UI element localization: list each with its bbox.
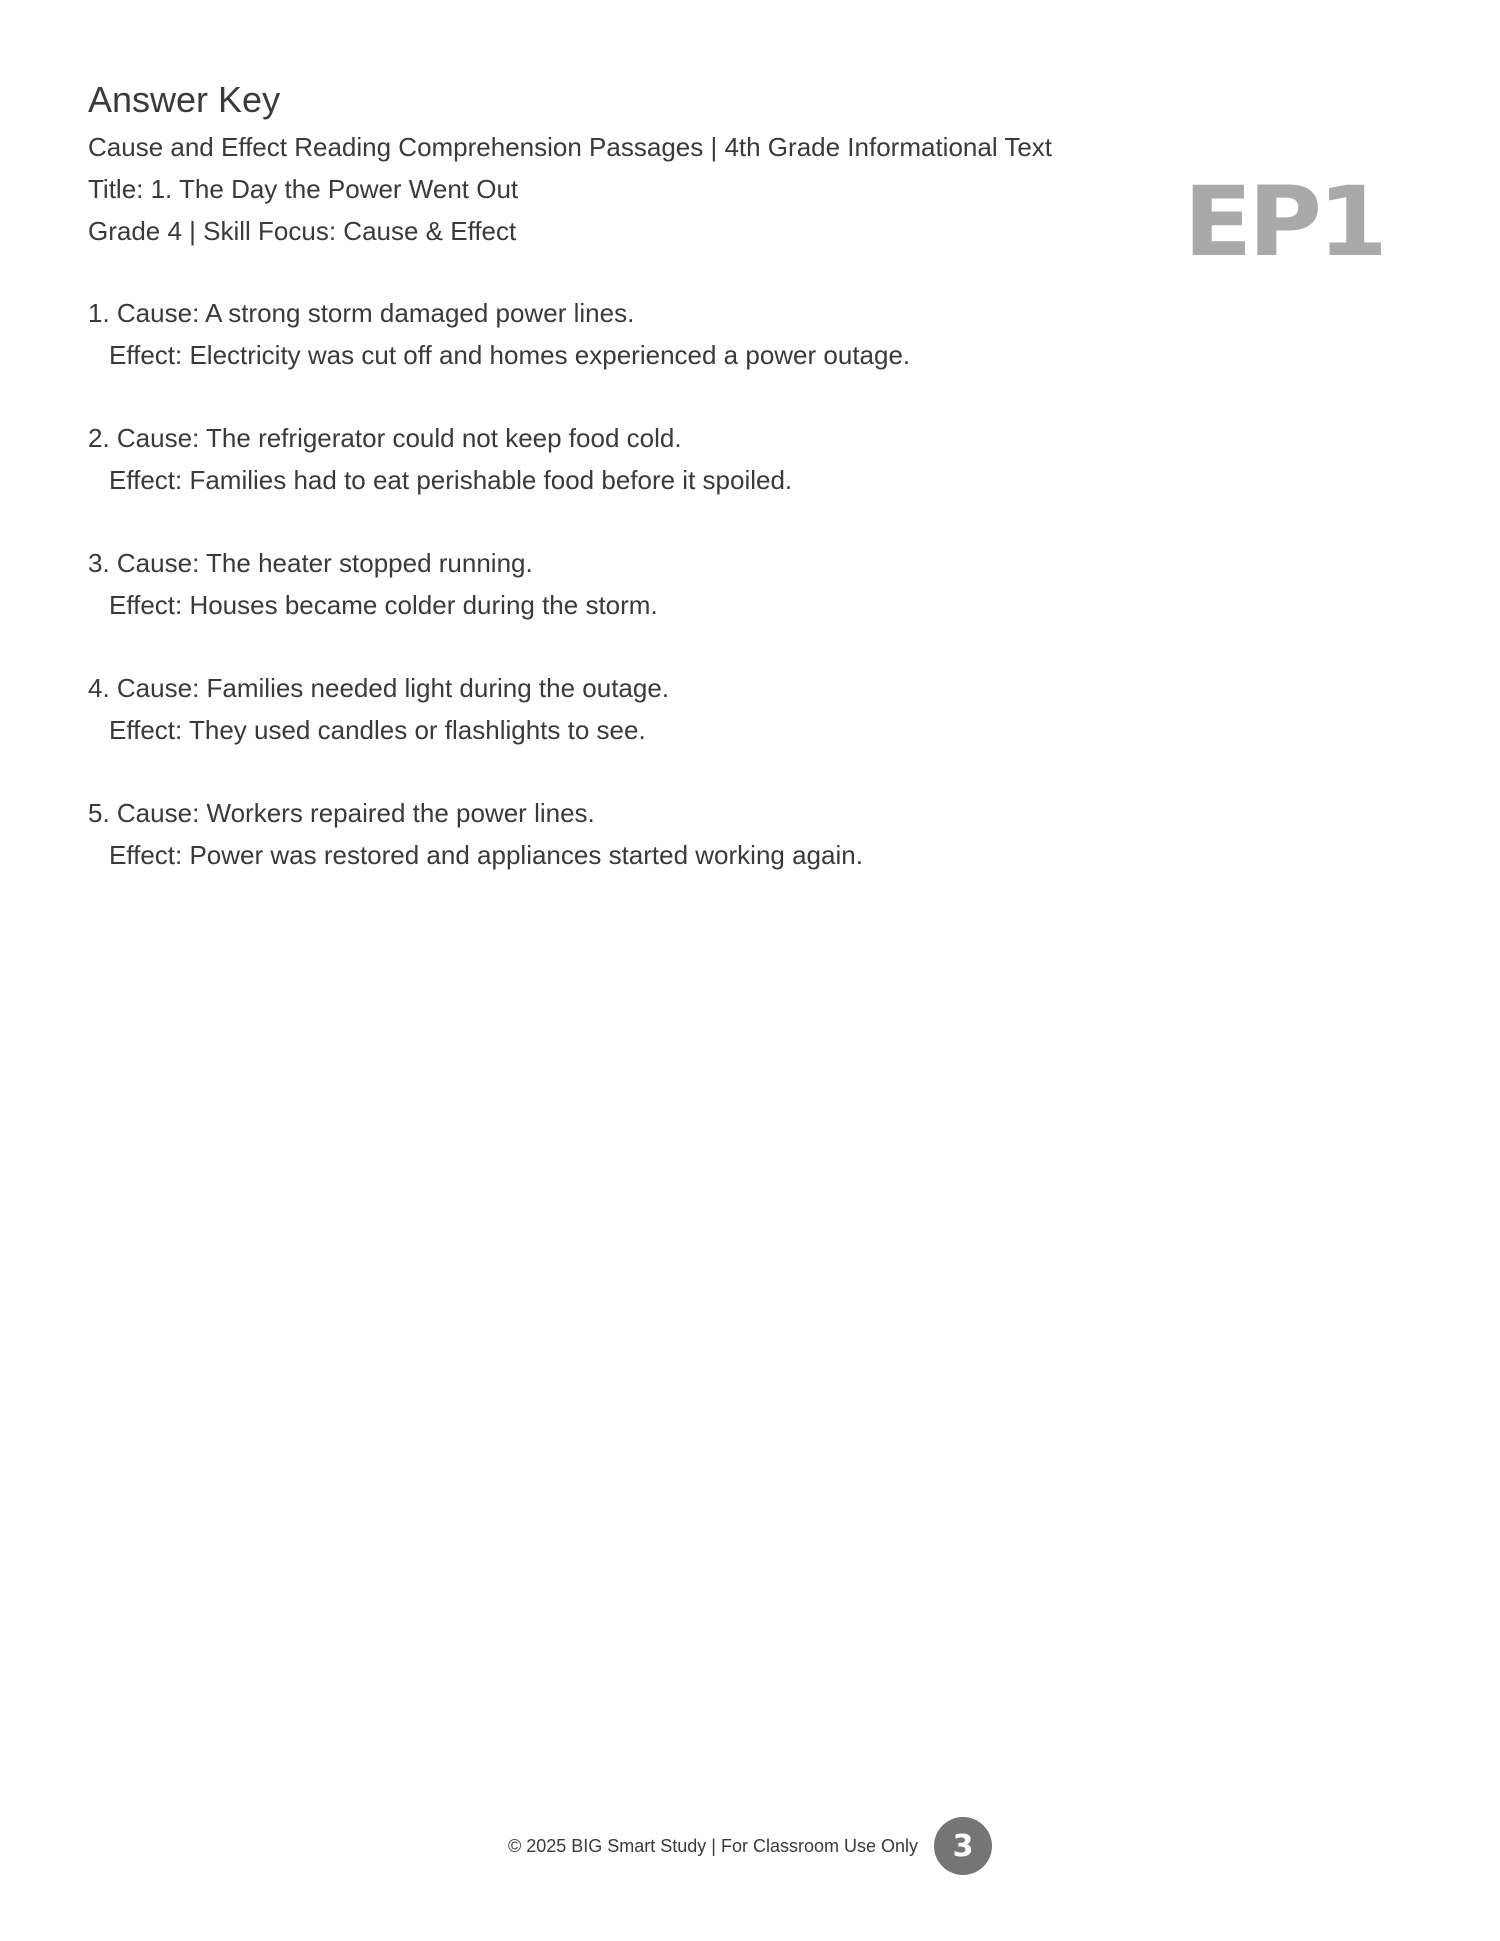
header [88,78,1188,252]
list-item [88,417,1288,501]
page-number-badge: 3 [934,1817,992,1875]
footer [0,1816,1500,1876]
copyright-text: © 2025 BIG Smart Study | For Classroom Use Only [507,1835,919,1856]
passage-title: Title: 1. The Day the Power Went Out [88,174,519,204]
list-item [88,292,1288,376]
answer-cause: 4. Cause: Families needed light during the outage. [88,673,670,703]
answer-effect: Effect: Power was restored and appliances started working again. [109,840,863,870]
answer-effect: Effect: Electricity was cut off and homes experienced a power outage. [109,340,911,370]
subtitle: Cause and Effect Reading Comprehension Passages | 4th Grade Informational Text [88,132,1053,162]
answer-effect: Effect: Families had to eat perishable food before it spoiled. [109,465,793,495]
answer-cause: 5. Cause: Workers repaired the power lines. [88,798,595,828]
list-item [88,792,1288,876]
list-item [88,542,1288,626]
page-title: Answer Key [88,79,281,120]
answer-effect: Effect: They used candles or flashlights to see. [109,715,646,745]
answer-cause: 1. Cause: A strong storm damaged power lines. [88,298,635,328]
answer-effect: Effect: Houses became colder during the storm. [109,590,658,620]
answer-cause: 3. Cause: The heater stopped running. [88,548,533,578]
answer-list [88,292,1288,917]
list-item [88,667,1288,751]
answer-cause: 2. Cause: The refrigerator could not keep food cold. [88,423,682,453]
grade-skill-line: Grade 4 | Skill Focus: Cause & Effect [88,216,517,246]
episode-logo: EP1 [1183,166,1384,278]
